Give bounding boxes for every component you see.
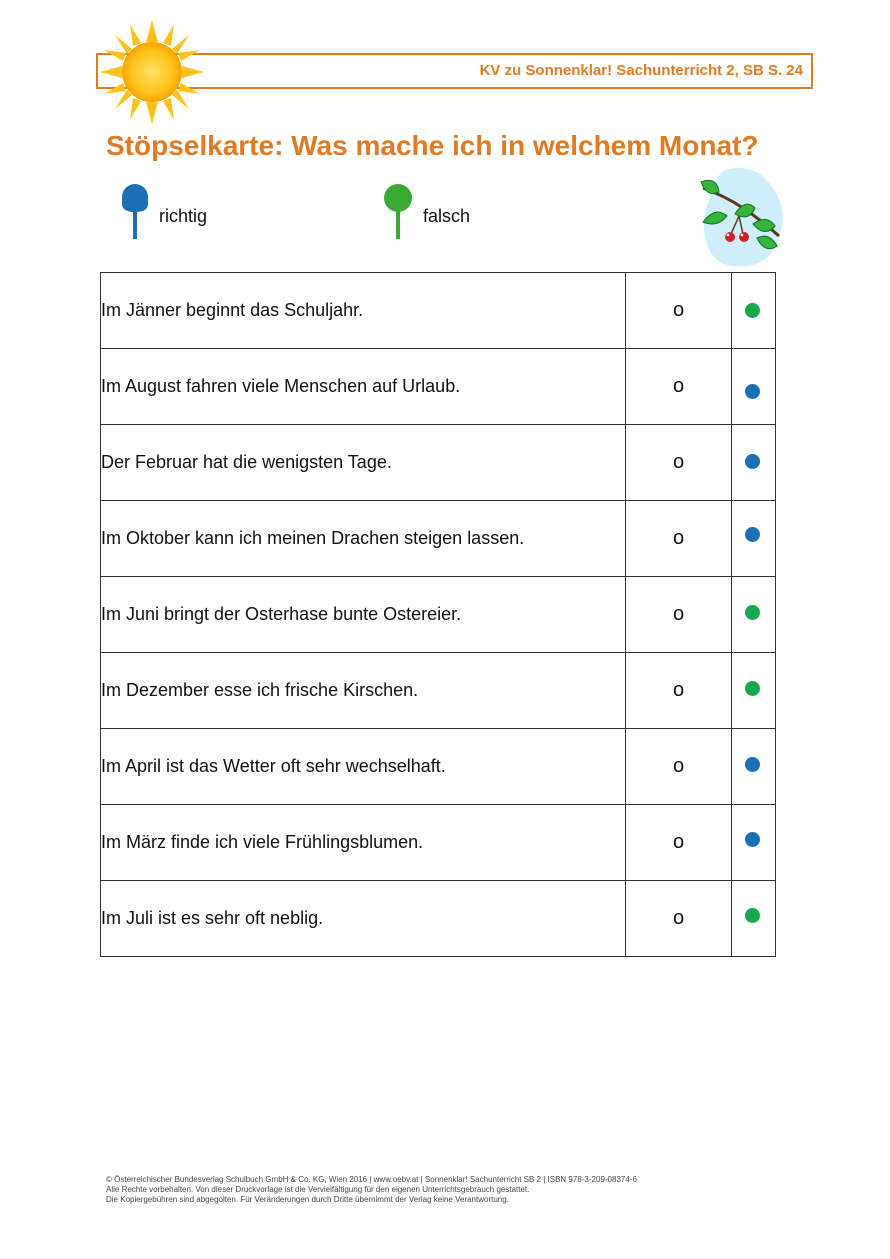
sun-icon xyxy=(100,20,204,124)
answer-hole[interactable]: o xyxy=(626,425,732,501)
green-pin-icon xyxy=(382,182,414,242)
green-dot-icon xyxy=(745,908,760,923)
statement-text: Im März finde ich viele Frühlingsblumen. xyxy=(101,805,626,881)
answer-hole[interactable]: o xyxy=(626,729,732,805)
solution-cell xyxy=(732,501,776,577)
table-row xyxy=(101,425,776,501)
blue-dot-icon xyxy=(745,454,760,469)
table-row xyxy=(101,729,776,805)
table-row xyxy=(101,577,776,653)
table-row xyxy=(101,881,776,957)
statement-text: Im August fahren viele Menschen auf Urlaub. xyxy=(101,349,626,425)
legend-label-falsch: falsch xyxy=(423,206,471,226)
blue-pin-icon xyxy=(119,182,151,242)
table-row xyxy=(101,653,776,729)
footer-line: © Österreichischer Bundesverlag Schulbuch GmbH & Co. KG, Wien 2016 | www.oebv.at | Sonnenklar! Sachunterricht SB 2 | ISBN 978-3-209-08374-6 xyxy=(106,1175,637,1184)
solution-cell xyxy=(732,729,776,805)
answer-hole[interactable]: o xyxy=(626,501,732,577)
solution-cell xyxy=(732,273,776,349)
table-row xyxy=(101,349,776,425)
solution-cell xyxy=(732,425,776,501)
answer-hole[interactable]: o xyxy=(626,577,732,653)
page-title: Stöpselkarte: Was mache ich in welchem Monat? xyxy=(106,130,759,161)
answer-hole[interactable]: o xyxy=(626,881,732,957)
blue-dot-icon xyxy=(745,832,760,847)
blue-dot-icon xyxy=(745,527,760,542)
cherry-icon xyxy=(695,166,787,270)
answer-hole[interactable]: o xyxy=(626,805,732,881)
quiz-table xyxy=(100,272,776,957)
green-dot-icon xyxy=(745,303,760,318)
green-dot-icon xyxy=(745,681,760,696)
table-row xyxy=(101,805,776,881)
answer-hole[interactable]: o xyxy=(626,653,732,729)
header-reference: KV zu Sonnenklar! Sachunterricht 2, SB S. 24 xyxy=(479,62,803,79)
solution-cell xyxy=(732,577,776,653)
table-row xyxy=(101,273,776,349)
green-dot-icon xyxy=(745,605,760,620)
table-row xyxy=(101,501,776,577)
solution-cell xyxy=(732,653,776,729)
statement-text: Der Februar hat die wenigsten Tage. xyxy=(101,425,626,501)
answer-hole[interactable]: o xyxy=(626,273,732,349)
footer-copyright xyxy=(106,1175,637,1205)
footer-line: Alle Rechte vorbehalten. Von dieser Druckvorlage ist die Vervielfältigung für den eigenen Unterrichtsgebrauch gestattet. xyxy=(106,1185,530,1194)
solution-cell xyxy=(732,349,776,425)
solution-cell xyxy=(732,881,776,957)
answer-hole[interactable]: o xyxy=(626,349,732,425)
statement-text: Im Juli ist es sehr oft neblig. xyxy=(101,881,626,957)
statement-text: Im Juni bringt der Osterhase bunte Ostereier. xyxy=(101,577,626,653)
blue-dot-icon xyxy=(745,384,760,399)
statement-text: Im Oktober kann ich meinen Drachen steigen lassen. xyxy=(101,501,626,577)
statement-text: Im Dezember esse ich frische Kirschen. xyxy=(101,653,626,729)
blue-dot-icon xyxy=(745,757,760,772)
statement-text: Im April ist das Wetter oft sehr wechselhaft. xyxy=(101,729,626,805)
legend-label-richtig: richtig xyxy=(159,206,208,226)
footer-line: Die Kopiergebühren sind abgegolten. Für Veränderungen durch Dritte übernimmt der Verlag keine Verantwortung. xyxy=(106,1195,509,1204)
solution-cell xyxy=(732,805,776,881)
statement-text: Im Jänner beginnt das Schuljahr. xyxy=(101,273,626,349)
